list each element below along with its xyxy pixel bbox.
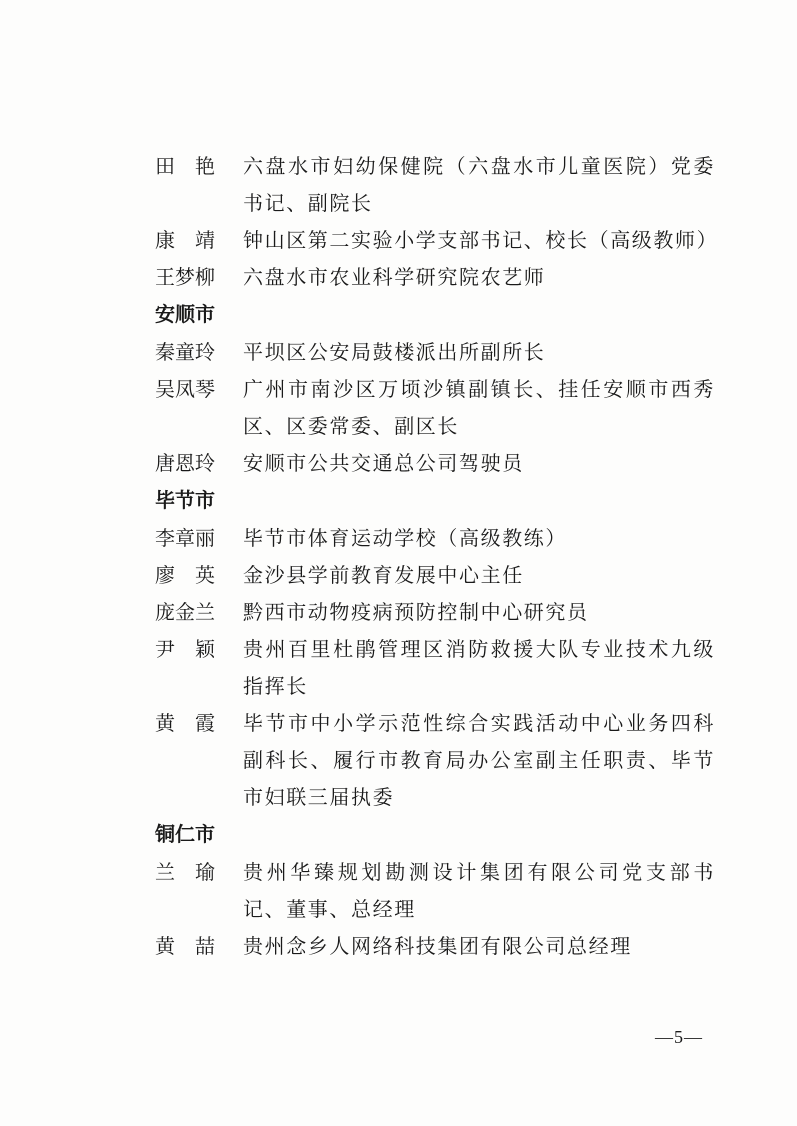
person-title: 钟山区第二实验小学支部书记、校长（高级教师） [243, 228, 719, 252]
list-item [155, 148, 715, 222]
person-title: 平坝区公安局鼓楼派出所副所长 [243, 340, 546, 364]
person-name: 庞金兰 [155, 600, 215, 624]
person-name: 康 靖 [155, 228, 215, 252]
person-title: 六盘水市妇幼保健院（六盘水市儿童医院）党委书记、副院长 [243, 154, 715, 215]
person-name: 黄 霞 [155, 711, 215, 735]
list-item [155, 222, 719, 259]
person-title: 黔西市动物疫病预防控制中心研究员 [243, 600, 589, 624]
person-name: 兰 瑜 [155, 860, 215, 884]
person-title: 毕节市中小学示范性综合实践活动中心业务四科副科长、履行市教育局办公室副主任职责、毕节市妇联三届执委 [243, 711, 715, 809]
region-heading-bijie: 毕节市 [155, 488, 215, 512]
list-item [155, 334, 715, 371]
person-name: 田 艳 [155, 154, 215, 178]
person-name: 唐恩玲 [155, 451, 215, 475]
person-title: 广州市南沙区万顷沙镇副镇长、挂任安顺市西秀区、区委常委、副区长 [243, 377, 715, 438]
list-item [155, 259, 715, 296]
person-title: 六盘水市农业科学研究院农艺师 [243, 265, 546, 289]
person-title: 毕节市体育运动学校（高级教练） [243, 526, 567, 550]
list-item [155, 594, 715, 631]
list-item [155, 631, 715, 705]
region-heading-tongren: 铜仁市 [155, 822, 215, 846]
person-title: 贵州百里杜鹃管理区消防救援大队专业技术九级指挥长 [243, 637, 715, 698]
person-name: 吴凤琴 [155, 377, 215, 401]
list-item [155, 854, 715, 928]
page-number: —5— [655, 1027, 703, 1047]
person-name: 黄 喆 [155, 934, 215, 958]
list-item [155, 705, 715, 816]
list-item [155, 445, 715, 482]
name-list [155, 148, 719, 965]
person-name: 王梦柳 [155, 265, 215, 289]
person-title: 安顺市公共交通总公司驾驶员 [243, 451, 524, 475]
person-name: 李章丽 [155, 526, 215, 550]
person-title: 贵州华臻规划勘测设计集团有限公司党支部书记、董事、总经理 [243, 860, 715, 921]
region-heading-anshun: 安顺市 [155, 302, 215, 326]
person-name: 尹 颖 [155, 637, 215, 661]
person-name: 秦童玲 [155, 340, 215, 364]
person-name: 廖 英 [155, 563, 215, 587]
person-title: 金沙县学前教育发展中心主任 [243, 563, 524, 587]
list-item [155, 371, 715, 445]
person-title: 贵州念乡人网络科技集团有限公司总经理 [243, 934, 632, 958]
list-item [155, 557, 715, 594]
list-item [155, 520, 715, 557]
list-item [155, 928, 715, 965]
